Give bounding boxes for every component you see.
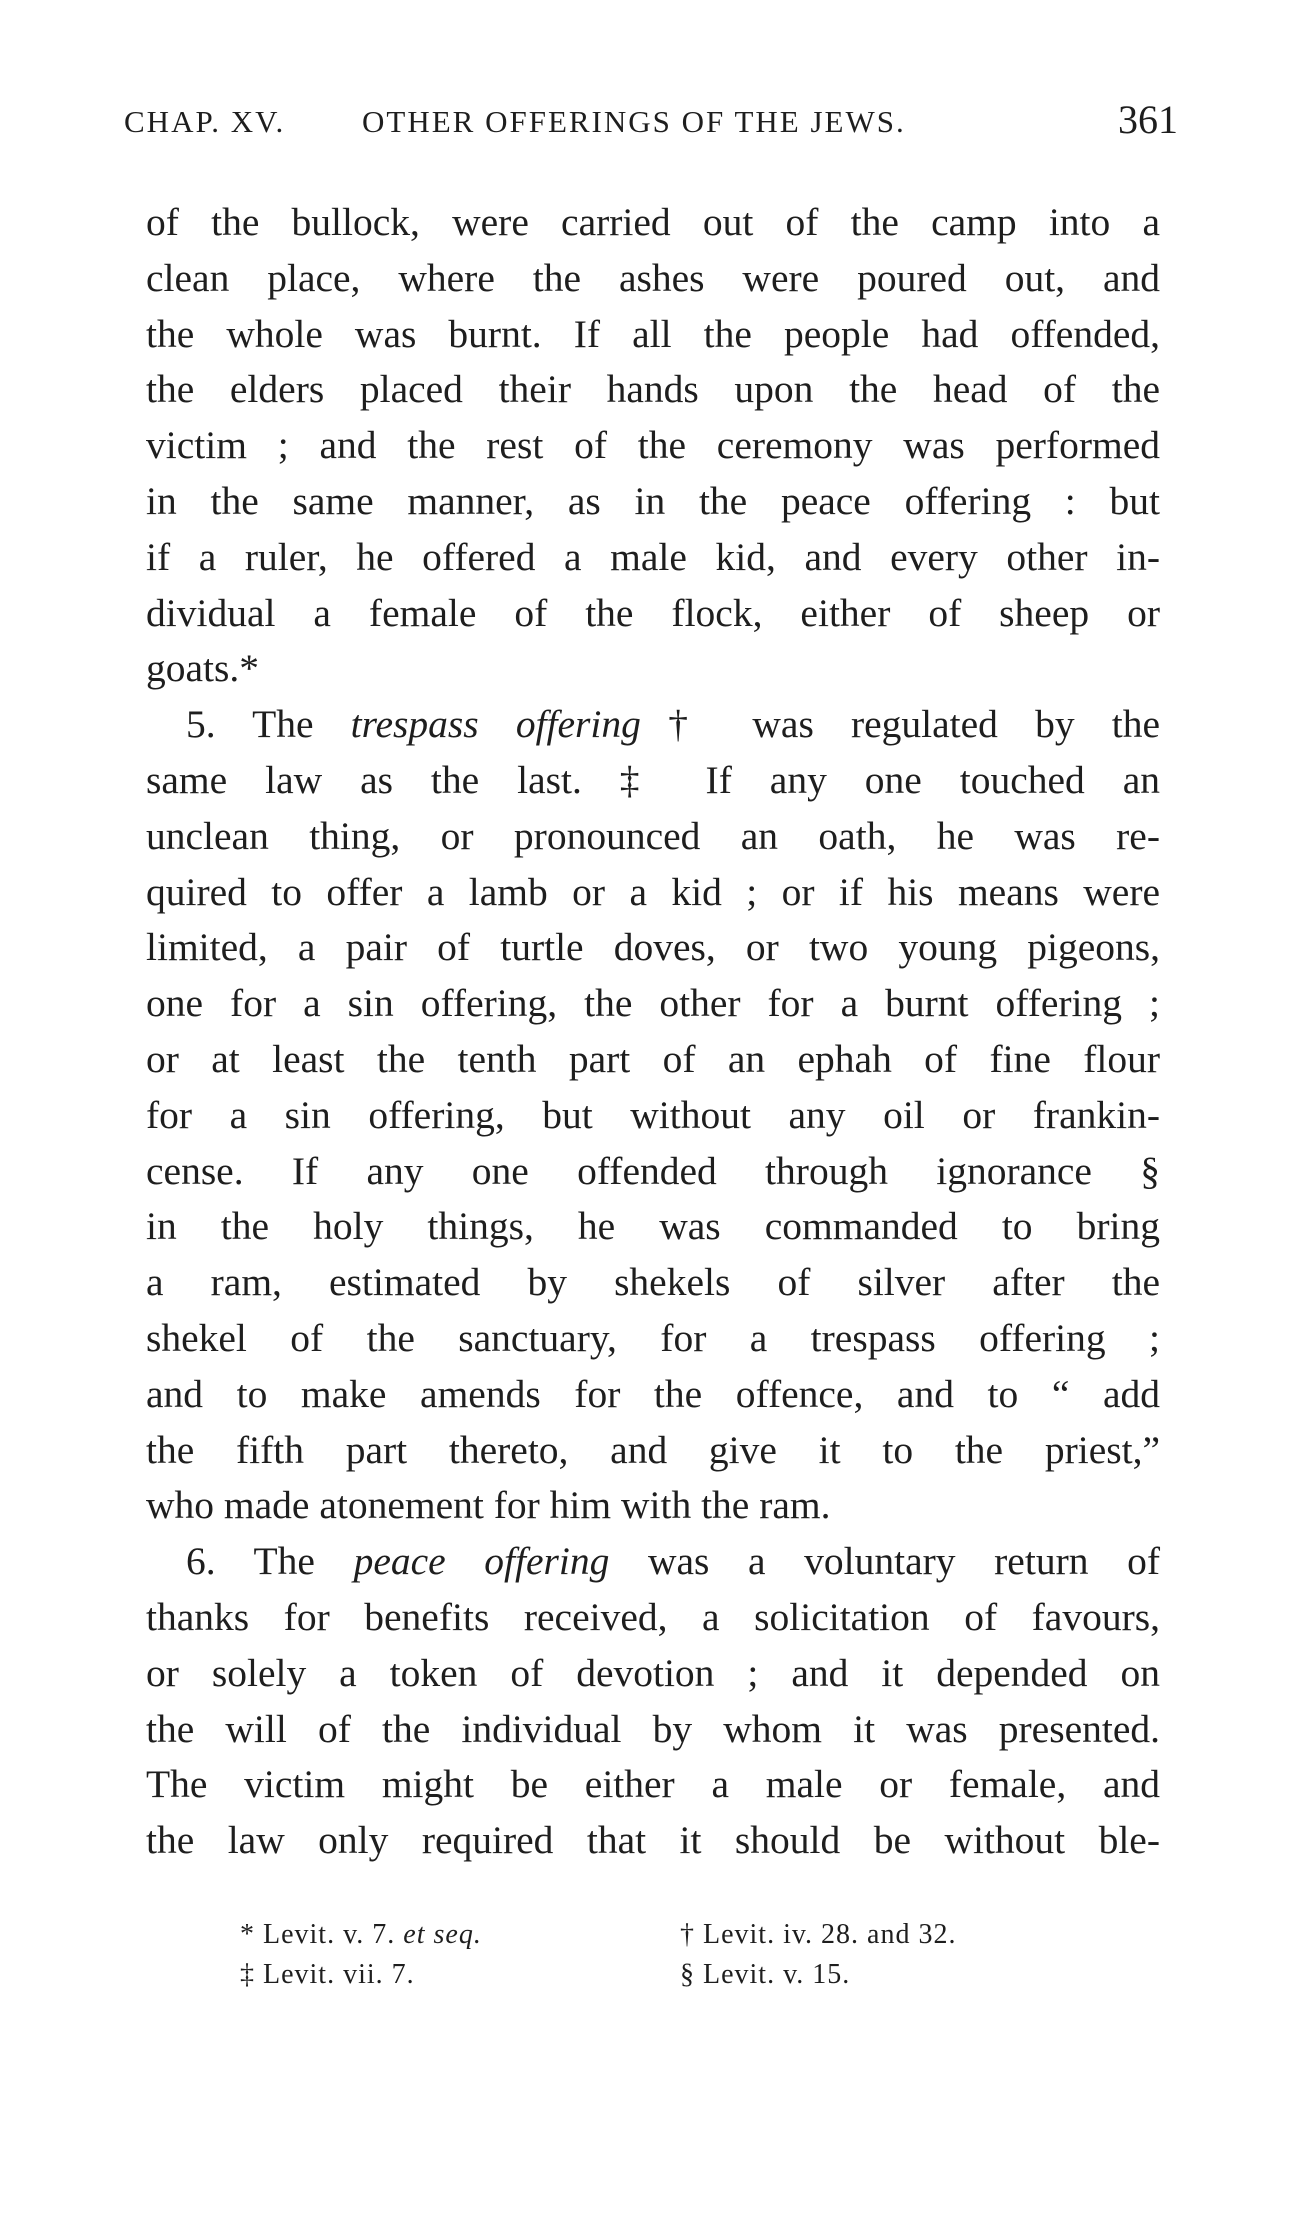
text-line-14: limited, a pair of turtle doves, or two young pigeons,: [146, 925, 1160, 970]
trespass-offering-term: trespass offering: [350, 702, 641, 747]
peace-offering-term: peace offering: [353, 1539, 610, 1584]
text-line-28: the will of the individual by whom it was presented.: [146, 1706, 1160, 1751]
text-line-22: and to make amends for the offence, and to “ add: [146, 1371, 1160, 1416]
footnote-star: [240, 1915, 482, 1955]
chapter-label: CHAP. XV.: [124, 104, 286, 139]
text-line-29: The victim might be either a male or female, and: [146, 1762, 1160, 1807]
text-line-2: clean place, where the ashes were poured out, and: [146, 255, 1160, 300]
text-line-18: cense. If any one offended through ignorance §: [146, 1148, 1160, 1193]
footnote-double-dagger: ‡ Levit. vii. 7.: [240, 1959, 415, 1990]
text-line-7: if a ruler, he offered a male kid, and every other in-: [146, 534, 1160, 579]
footnote-star-italic: et seq.: [403, 1919, 482, 1950]
text-line-26: thanks for benefits received, a solicitation of favours,: [146, 1594, 1160, 1639]
text-line-6: in the same manner, as in the peace offering : but: [146, 478, 1160, 523]
footnote-row-2: [240, 1955, 1120, 1995]
text-line-30: the law only required that it should be without ble-: [146, 1818, 1160, 1863]
text-line-25-pre: 6. The: [186, 1539, 354, 1584]
text-line-23: the fifth part thereto, and give it to the priest,”: [146, 1427, 1160, 1472]
text-line-17: for a sin offering, but without any oil or frankin-: [146, 1092, 1160, 1137]
running-head: [124, 96, 1178, 146]
text-line-25: [146, 1534, 1160, 1590]
text-line-10-pre: 5. The: [186, 702, 351, 747]
text-line-20: a ram, estimated by shekels of silver after the: [146, 1260, 1160, 1305]
footnote-row-1: [240, 1915, 1120, 1955]
text-line-10-post: † was regulated by the: [640, 702, 1160, 747]
body-text: [146, 195, 1160, 1869]
text-line-19: in the holy things, he was commanded to bring: [146, 1204, 1160, 1249]
text-line-10: [146, 697, 1160, 753]
text-line-3: the whole was burnt. If all the people had offended,: [146, 311, 1160, 356]
text-line-24: who made atonement for him with the ram.: [146, 1483, 831, 1528]
text-line-5: victim ; and the rest of the ceremony was performed: [146, 423, 1160, 468]
text-line-8: dividual a female of the flock, either of sheep or: [146, 590, 1160, 635]
text-line-27: or solely a token of devotion ; and it depended on: [146, 1650, 1160, 1695]
footnote-dagger: † Levit. iv. 28. and 32.: [680, 1919, 957, 1950]
text-line-13: quired to offer a lamb or a kid ; or if his means were: [146, 869, 1160, 914]
text-line-9: goats.*: [146, 646, 260, 691]
footnote-section: § Levit. v. 15.: [680, 1959, 851, 1990]
text-line-21: shekel of the sanctuary, for a trespass offering ;: [146, 1315, 1160, 1360]
footnote-star-ref: * Levit. v. 7.: [240, 1919, 404, 1950]
chapter-title: OTHER OFFERINGS OF THE JEWS.: [362, 104, 906, 139]
text-line-15: one for a sin offering, the other for a burnt offering ;: [146, 981, 1160, 1026]
text-line-1: of the bullock, were carried out of the camp into a: [146, 200, 1160, 244]
text-line-25-post: was a voluntary return of: [609, 1539, 1160, 1584]
text-line-11: same law as the last. ‡ If any one touched an: [146, 757, 1160, 802]
page-number: 361: [1118, 97, 1178, 142]
text-line-16: or at least the tenth part of an ephah of fine flour: [146, 1036, 1160, 1081]
text-line-4: the elders placed their hands upon the head of the: [146, 367, 1160, 412]
footnotes: [240, 1915, 1120, 1995]
text-line-12: unclean thing, or pronounced an oath, he was re-: [146, 813, 1160, 858]
